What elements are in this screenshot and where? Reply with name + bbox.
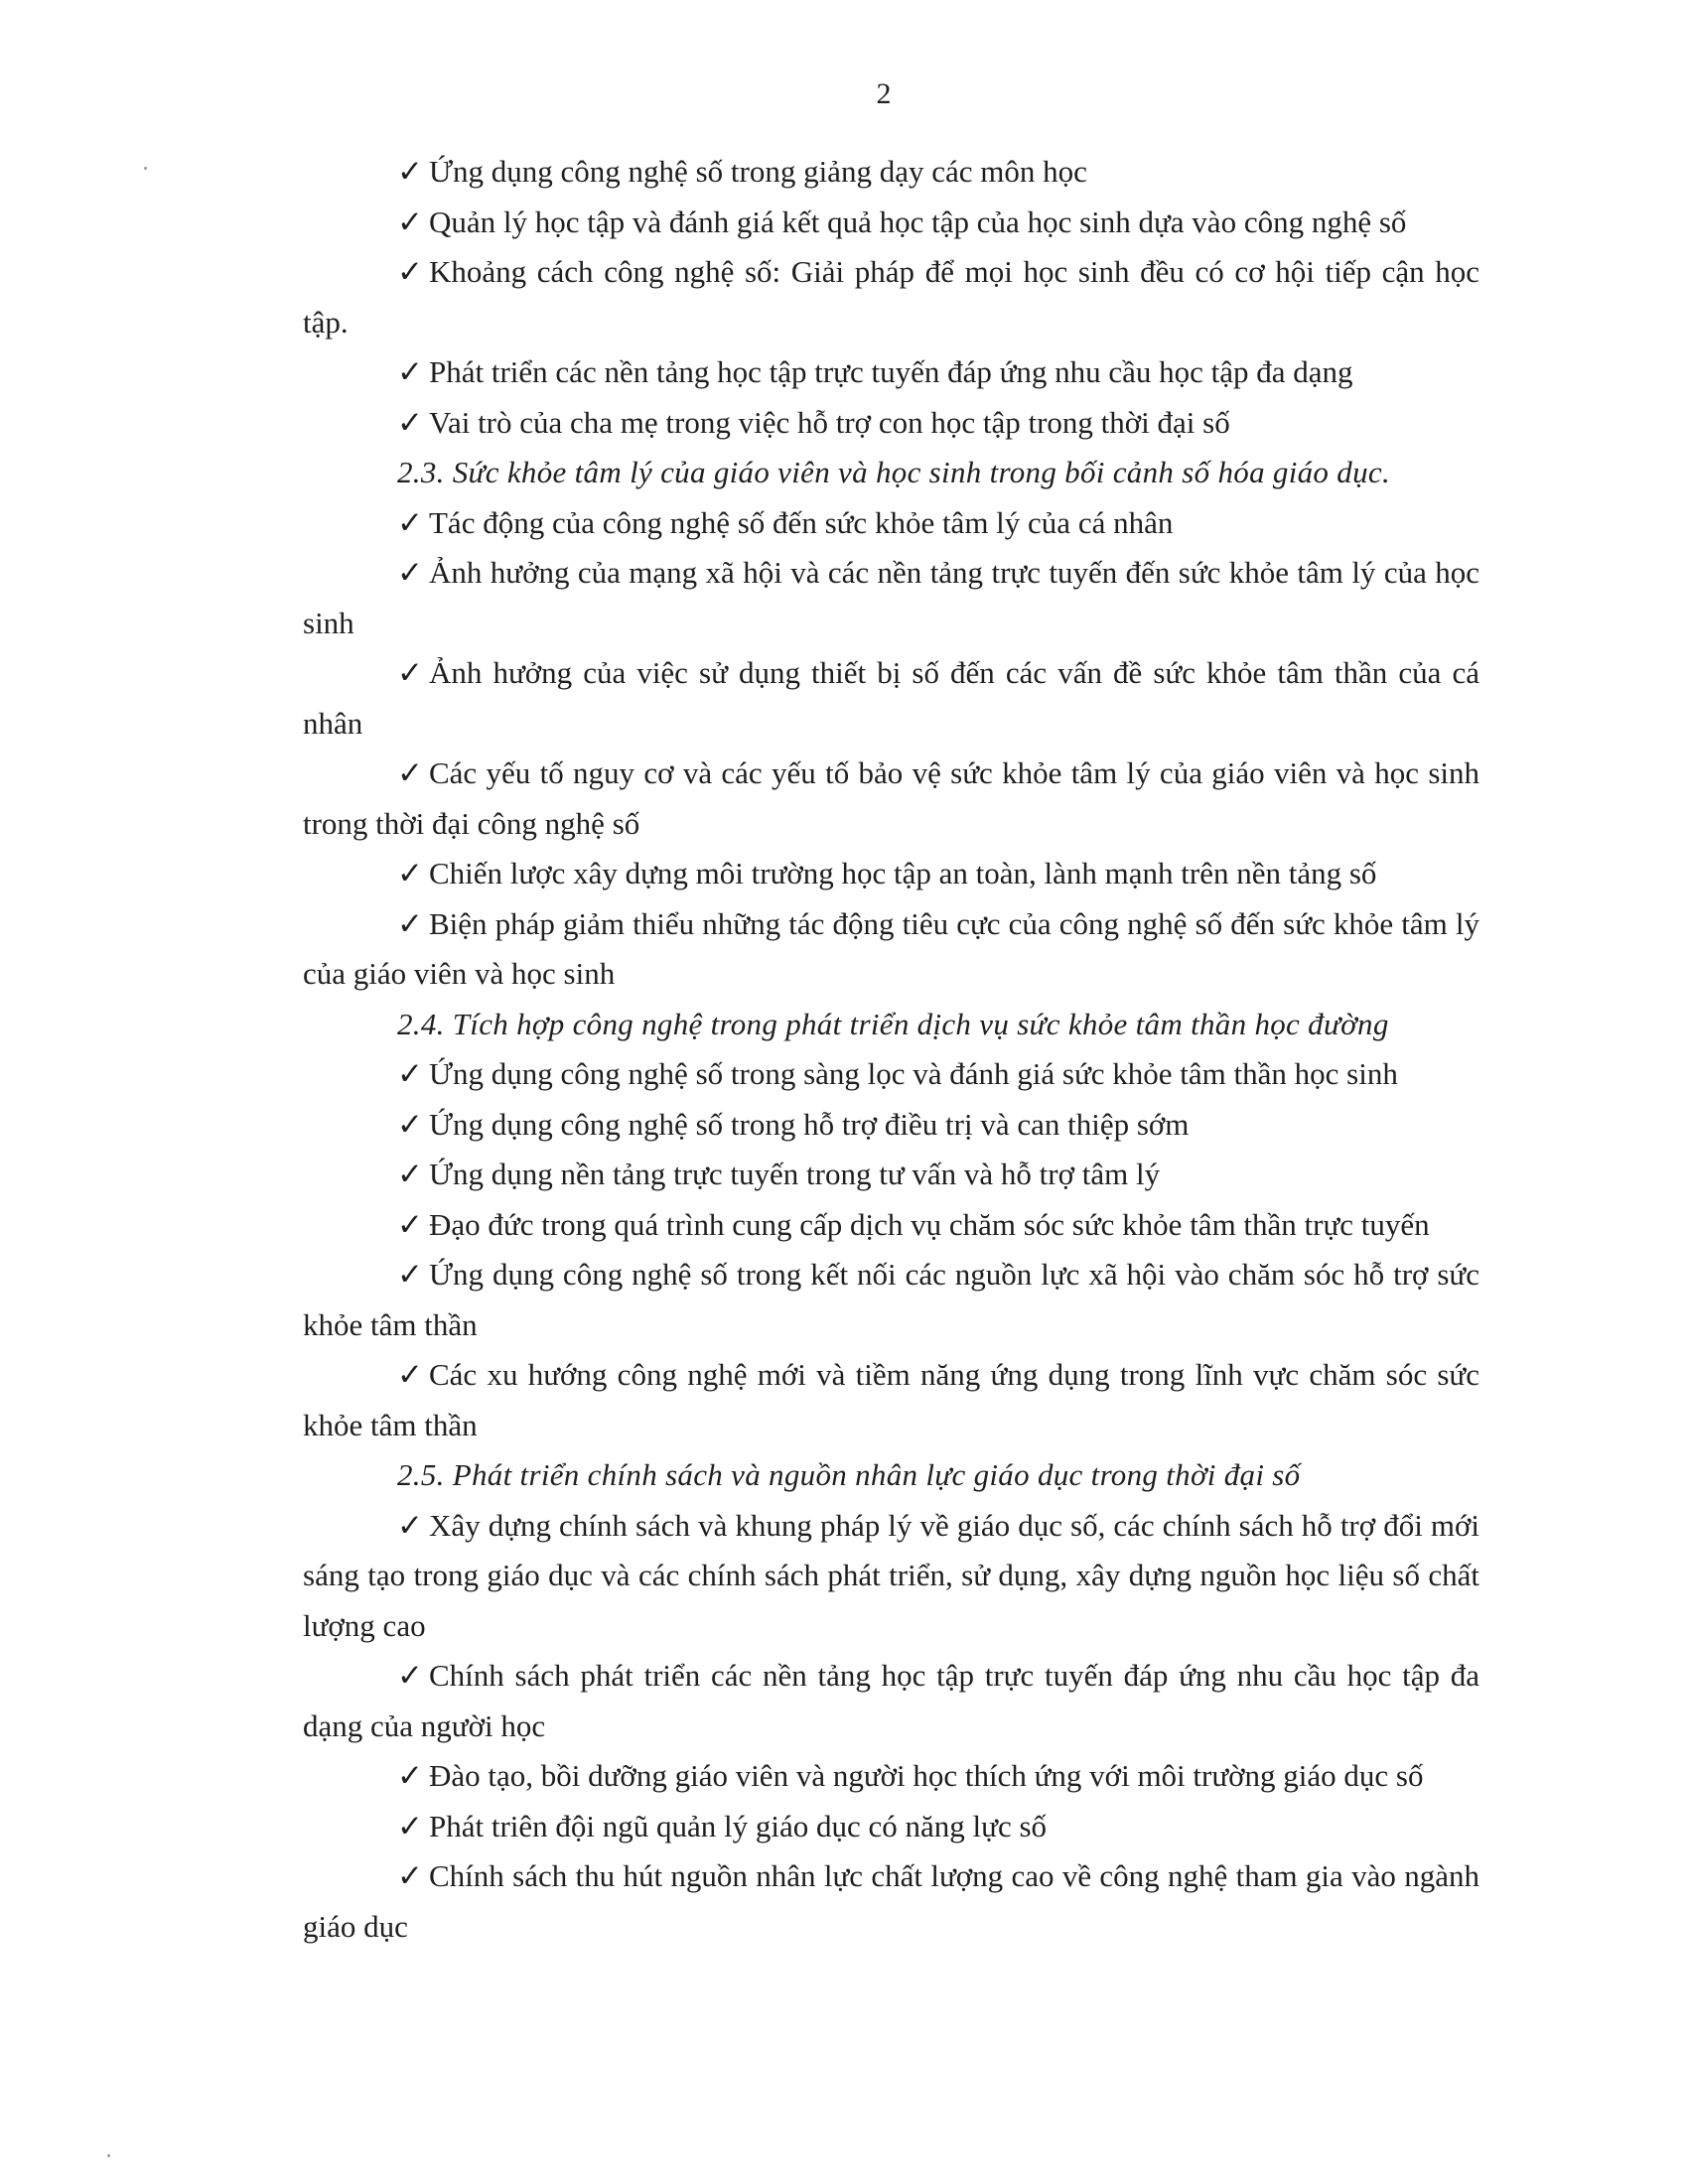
checklist-item	[303, 147, 1479, 198]
checkmark-icon: ✓	[397, 555, 423, 590]
checklist-item-text: Ảnh hưởng của mạng xã hội và các nền tảng trực tuyến đến sức khỏe tâm lý của học sinh	[303, 555, 1479, 640]
checklist-item	[303, 749, 1479, 849]
checklist-item	[303, 398, 1479, 449]
checkmark-icon: ✓	[397, 1056, 423, 1091]
checkmark-icon: ✓	[397, 1157, 423, 1191]
section-heading: 2.5. Phát triển chính sách và nguồn nhân lực giáo dục trong thời đại số	[397, 1457, 1301, 1492]
checklist-item-text: Biện pháp giảm thiểu những tác động tiêu cực của công nghệ số đến sức khỏe tâm lý của giáo viên và học sinh	[303, 905, 1479, 991]
checklist-item	[303, 498, 1479, 549]
checklist-item	[303, 1150, 1479, 1200]
checklist-item	[303, 1501, 1479, 1652]
checklist-item-text: Ứng dụng công nghệ số trong hỗ trợ điều trị và can thiệp sớm	[429, 1106, 1190, 1142]
checkmark-icon: ✓	[397, 655, 423, 690]
checklist-item	[303, 849, 1479, 899]
checklist-item-text: Ứng dụng công nghệ số trong giảng dạy các môn học	[429, 154, 1087, 189]
checkmark-icon: ✓	[397, 254, 423, 289]
checkmark-icon: ✓	[397, 154, 423, 189]
document-body	[303, 147, 1479, 1952]
section-heading: 2.3. Sức khỏe tâm lý của giáo viên và học sinh trong bối cảnh số hóa giáo dục.	[397, 455, 1390, 489]
checklist-item-text: Ứng dụng công nghệ số trong kết nối các nguồn lực xã hội vào chăm sóc hỗ trợ sức khỏe tâm thần	[303, 1257, 1479, 1342]
checkmark-icon: ✓	[397, 1758, 423, 1793]
checkmark-icon: ✓	[397, 1808, 423, 1843]
checklist-item-text: Khoảng cách công nghệ số: Giải pháp để mọi học sinh đều có cơ hội tiếp cận học tập.	[303, 254, 1479, 340]
checklist-item	[303, 899, 1479, 1000]
checkmark-icon: ✓	[397, 856, 423, 890]
checklist-item-text: Phát triển các nền tảng học tập trực tuyến đáp ứng nhu cầu học tập đa dạng	[429, 354, 1353, 389]
checkmark-icon: ✓	[397, 1257, 423, 1292]
checklist-item	[303, 1200, 1479, 1251]
checklist-item	[303, 548, 1479, 648]
checkmark-icon: ✓	[397, 1206, 423, 1242]
checklist-item	[303, 347, 1479, 398]
scan-speck	[107, 2154, 110, 2157]
checklist-item-text: Ảnh hưởng của việc sử dụng thiết bị số đến các vấn đề sức khỏe tâm thần của cá nhân	[303, 655, 1479, 741]
page-number: 2	[876, 77, 892, 110]
checklist-item-text: Quản lý học tập và đánh giá kết quả học tập của học sinh dựa vào công nghệ số	[429, 204, 1407, 239]
checkmark-icon: ✓	[397, 1106, 423, 1142]
checkmark-icon: ✓	[397, 504, 423, 540]
checklist-item-text: Xây dựng chính sách và khung pháp lý về giáo dục số, các chính sách hỗ trợ đổi mới sáng tạo trong giáo dục và các chính sách phát triển, sử dụng, xây dựng nguồn học liệu số chất lượng cao	[303, 1507, 1479, 1643]
checkmark-icon: ✓	[397, 354, 423, 389]
scan-speck	[144, 167, 147, 170]
checkmark-icon: ✓	[397, 755, 423, 790]
checklist-item	[303, 1651, 1479, 1751]
checkmark-icon: ✓	[397, 905, 423, 941]
checklist-item	[303, 1851, 1479, 1952]
checklist-item-text: Ứng dụng nền tảng trực tuyến trong tư vấn và hỗ trợ tâm lý	[429, 1157, 1161, 1191]
section-heading: 2.4. Tích hợp công nghệ trong phát triển dịch vụ sức khỏe tâm thần học đường	[397, 1006, 1389, 1041]
checkmark-icon: ✓	[397, 1858, 423, 1893]
checkmark-icon: ✓	[397, 1357, 423, 1392]
checklist-item-text: Chính sách thu hút nguồn nhân lực chất lượng cao về công nghệ tham gia vào ngành giáo dục	[303, 1858, 1479, 1944]
checklist-item	[303, 1751, 1479, 1802]
checklist-item	[303, 1802, 1479, 1852]
checklist-item-text: Các xu hướng công nghệ mới và tiềm năng ứng dụng trong lĩnh vực chăm sóc sức khỏe tâm thần	[303, 1357, 1479, 1442]
checklist-item-text: Đạo đức trong quá trình cung cấp dịch vụ chăm sóc sức khỏe tâm thần trực tuyến	[429, 1206, 1430, 1242]
checklist-item	[303, 1250, 1479, 1350]
checklist-item	[303, 1049, 1479, 1100]
checklist-item-text: Ứng dụng công nghệ số trong sàng lọc và đánh giá sức khỏe tâm thần học sinh	[429, 1056, 1398, 1091]
checkmark-icon: ✓	[397, 404, 423, 440]
checkmark-icon: ✓	[397, 1507, 423, 1543]
checklist-item	[303, 198, 1479, 248]
checklist-item-text: Chiến lược xây dựng môi trường học tập an toàn, lành mạnh trên nền tảng số	[429, 856, 1377, 890]
checklist-item-text: Phát triên đội ngũ quản lý giáo dục có năng lực số	[429, 1808, 1048, 1843]
checklist-item	[303, 1350, 1479, 1450]
checklist-item	[303, 247, 1479, 347]
checklist-item-text: Tác động của công nghệ số đến sức khỏe tâm lý của cá nhân	[429, 504, 1174, 540]
checkmark-icon: ✓	[397, 1658, 423, 1693]
checklist-item-text: Đào tạo, bồi dưỡng giáo viên và người học thích ứng với môi trường giáo dục số	[429, 1758, 1424, 1793]
checklist-item-text: Vai trò của cha mẹ trong việc hỗ trợ con học tập trong thời đại số	[429, 404, 1230, 440]
checklist-item-text: Các yếu tố nguy cơ và các yếu tố bảo vệ sức khỏe tâm lý của giáo viên và học sinh trong thời đại công nghệ số	[303, 755, 1479, 841]
checklist-item	[303, 1100, 1479, 1151]
checkmark-icon: ✓	[397, 204, 423, 239]
checklist-item-text: Chính sách phát triển các nền tảng học tập trực tuyến đáp ứng nhu cầu học tập đa dạng của người học	[303, 1658, 1479, 1743]
checklist-item	[303, 648, 1479, 749]
